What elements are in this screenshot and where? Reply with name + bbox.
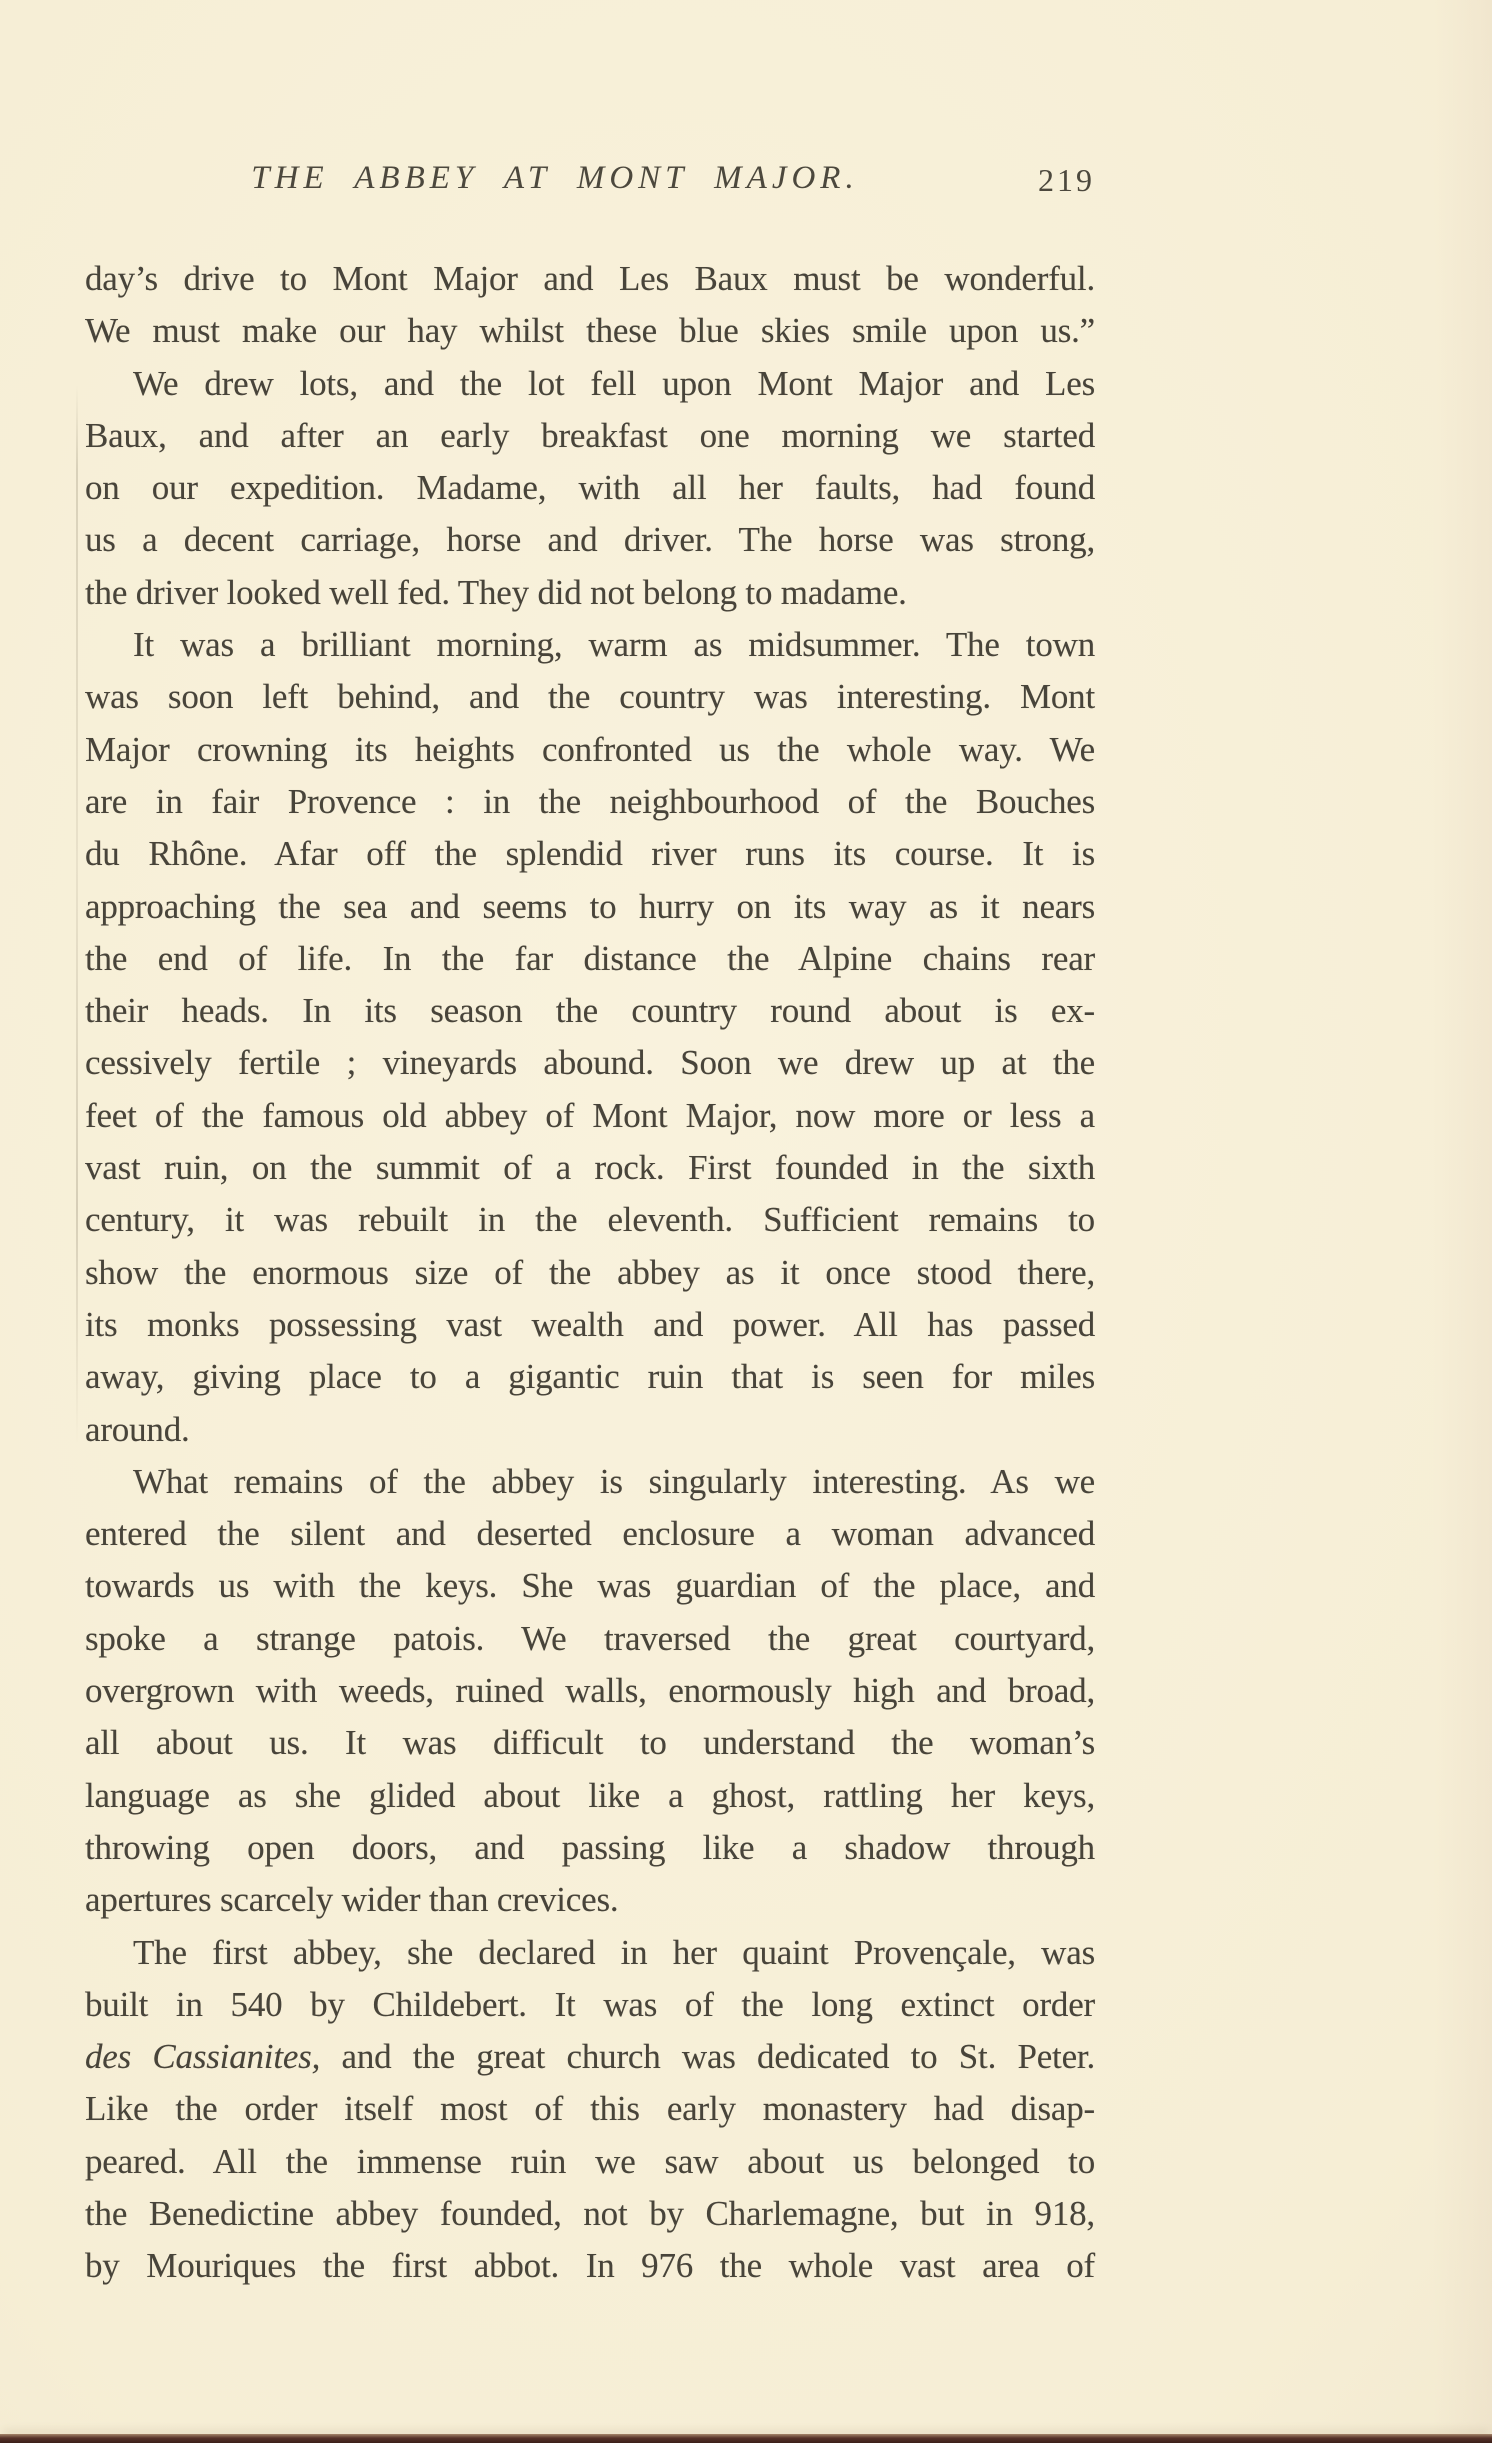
text-line [85,2136,1095,2188]
text-segment: on our expedition. Madame, with all her faults, had found [85,468,1095,508]
text-line [85,1874,1095,1926]
text-line [85,1456,1095,1508]
text-segment: century, it was rebuilt in the eleventh. Sufficient remains to [85,1200,1095,1240]
text-segment: feet of the famous old abbey of Mont Major, now more or less a [85,1095,1095,1135]
text-line [85,1822,1095,1874]
text-segment: approaching the sea and seems to hurry on its way as it nears [85,886,1095,926]
text-segment: What remains of the abbey is singularly interesting. As we [133,1461,1095,1501]
text-line [85,933,1095,985]
text-segment: We must make our hay whilst these blue skies smile upon us.” [85,311,1095,351]
text-line [85,1142,1095,1194]
page-header [85,160,1095,204]
text-line [85,671,1095,723]
text-segment: It was a brilliant morning, warm as midsummer. The town [133,625,1095,665]
text-segment: show the enormous size of the abbey as it once stood there, [85,1252,1095,1292]
text-segment: language as she glided about like a ghost, rattling her keys, [85,1775,1095,1815]
text-line [85,985,1095,1037]
text-line [85,567,1095,619]
text-line [85,305,1095,357]
text-segment: the driver looked well fed. They did not belong to madame. [85,572,907,612]
text-segment: all about us. It was difficult to understand the woman’s [85,1723,1095,1763]
text-segment: their heads. In its season the country round about is ex- [85,991,1095,1031]
text-line [85,881,1095,933]
text-line [85,462,1095,514]
text-segment: cessively fertile ; vineyards abound. Soon we drew up at the [85,1043,1095,1083]
text-segment: the Benedictine abbey founded, not by Charlemagne, but in 918, [85,2193,1095,2233]
text-line [85,1351,1095,1403]
text-segment: du Rhône. Afar off the splendid river runs its course. It is [85,834,1095,874]
text-segment: its monks possessing vast wealth and power. All has passed [85,1304,1095,1344]
text-segment: apertures scarcely wider than crevices. [85,1880,619,1920]
text-line [85,724,1095,776]
text-line [85,253,1095,305]
running-title: THE ABBEY AT MONT MAJOR. [251,160,859,196]
text-segment: around. [85,1409,190,1449]
text-segment: The first abbey, she declared in her quaint Provençale, was [133,1932,1095,1972]
text-segment: the end of life. In the far distance the Alpine chains rear [85,938,1095,978]
text-segment: We drew lots, and the lot fell upon Mont Major and Les [133,363,1095,403]
text-segment: vast ruin, on the summit of a rock. First founded in the sixth [85,1148,1095,1188]
text-line [85,410,1095,462]
text-segment: day’s drive to Mont Major and Les Baux must be wonderful. [85,259,1095,298]
text-line [85,358,1095,410]
text-line [85,776,1095,828]
text-segment: Baux, and after an early breakfast one morning we started [85,415,1095,455]
text-line [85,1090,1095,1142]
text-line [85,2240,1095,2292]
text-line [85,1194,1095,1246]
text-line [85,1299,1095,1351]
text-segment: by Mouriques the first abbot. In 976 the whole vast area of [85,2246,1095,2286]
text-segment: towards us with the keys. She was guardian of the place, and [85,1566,1095,1606]
text-segment: throwing open doors, and passing like a shadow through [85,1827,1095,1867]
text-line [85,1613,1095,1665]
text-line [85,1927,1095,1979]
body-text [85,253,1095,2293]
text-segment: and the great church was dedicated to St. Peter. [320,2037,1095,2077]
page-number: 219 [1038,162,1095,198]
text-line [85,828,1095,880]
text-line [85,2031,1095,2083]
text-segment: Like the order itself most of this early monastery had disap- [85,2089,1095,2129]
text-segment: spoke a strange patois. We traversed the great courtyard, [85,1618,1095,1658]
text-line [85,1404,1095,1456]
text-segment: Major crowning its heights confronted us the whole way. We [85,729,1095,769]
text-line [85,1560,1095,1612]
scan-artifact-line [76,385,78,1445]
text-line [85,514,1095,566]
text-line [85,1770,1095,1822]
text-segment: overgrown with weeds, ruined walls, enormously high and broad, [85,1671,1095,1711]
text-segment: built in 540 by Childebert. It was of the long extinct order [85,1984,1095,2024]
text-segment: away, giving place to a gigantic ruin that is seen for miles [85,1357,1095,1397]
text-line [85,1508,1095,1560]
text-segment: was soon left behind, and the country was interesting. Mont [85,677,1095,717]
text-line [85,1717,1095,1769]
book-edge-band [0,2434,1492,2443]
text-line [85,1665,1095,1717]
text-segment: are in fair Provence : in the neighbourhood of the Bouches [85,781,1095,821]
text-line [85,1979,1095,2031]
text-segment: peared. All the immense ruin we saw about us belonged to [85,2141,1095,2181]
text-line [85,619,1095,671]
text-line [85,2083,1095,2135]
text-line [85,1037,1095,1089]
text-line [85,1247,1095,1299]
text-segment: us a decent carriage, horse and driver. The horse was strong, [85,520,1095,560]
italic-text-segment: des Cassianites, [85,2037,321,2077]
text-segment: entered the silent and deserted enclosure a woman advanced [85,1514,1095,1554]
text-line [85,2188,1095,2240]
